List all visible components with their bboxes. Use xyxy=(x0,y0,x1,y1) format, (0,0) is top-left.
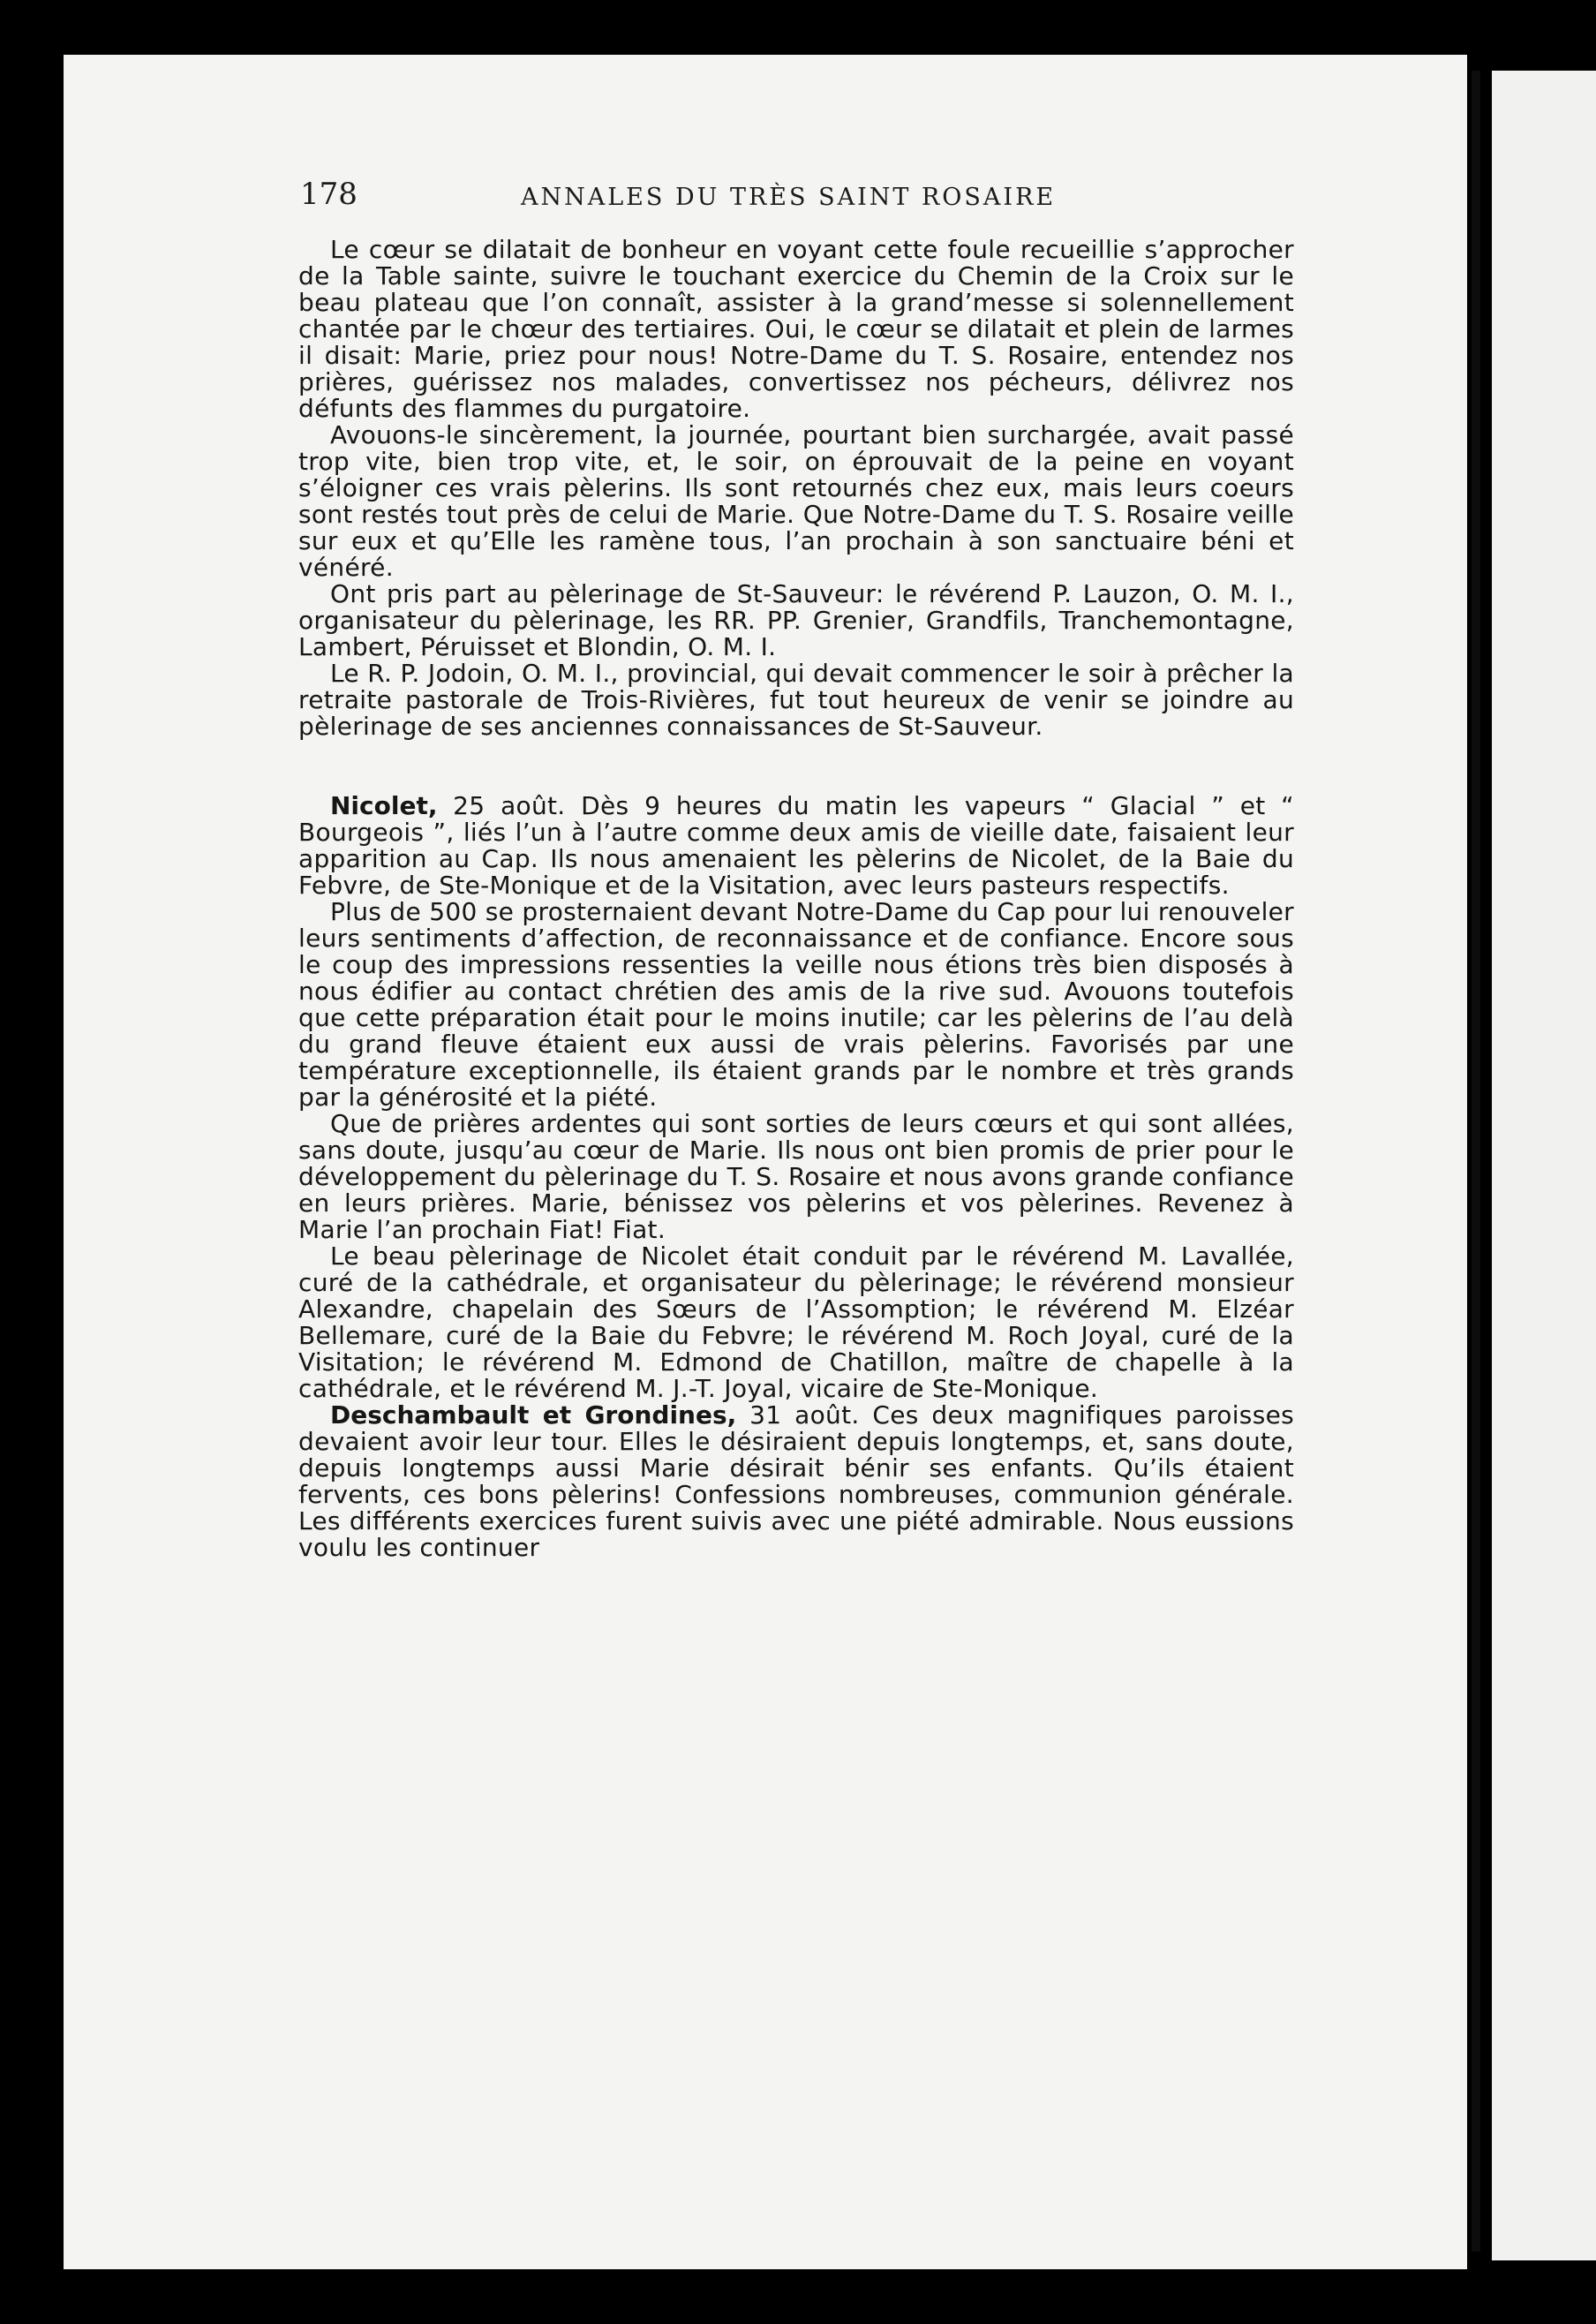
page-number: 178 xyxy=(300,177,358,212)
paragraph: Plus de 500 se prosternaient devant Notre-Dame du Cap pour lui renouveler leurs sentiments d’affection, de reconnaissance et de confiance. Encore sous le coup des impressions ressenties la veille nous étions très bien disposés à nous édifier au contact chrétien des amis de la rive sud. Avouons toutefois que cette préparation était pour le moins inutile; car les pèlerins de l’au delà du grand fleuve étaient eux aussi de vrais pèlerins. Favorisés par une température exceptionnelle, ils étaient grands par le nombre et très grands par la générosité et la piété. xyxy=(298,897,1294,1112)
paragraph: Le cœur se dilatait de bonheur en voyant cette foule recueillie s’approcher de la Table sainte, suivre le touchant exercice du Chemin de la Croix sur le beau plateau que l’on connaît, assister à la grand’messe si solennellement chantée par le chœur des tertiaires. Oui, le cœur se dilatait et plein de larmes il disait: Marie, priez pour nous! Notre-Dame du T. S. Rosaire, entendez nos prières, guérissez nos malades, convertissez nos pécheurs, délivrez nos défunts des flammes du purgatoire. xyxy=(298,235,1294,423)
adjacent-page-edge xyxy=(1492,71,1596,2260)
paragraph: Que de prières ardentes qui sont sorties de leurs cœurs et qui sont allées, sans doute, jusqu’au cœur de Marie. Ils nous ont bien promis de prier pour le développement du pèlerinage du T. S. Rosaire et nous avons grande confiance en leurs prières. Marie, bénissez vos pèlerins et vos pèlerines. Revenez à Marie l’an prochain Fiat! Fiat. xyxy=(298,1109,1294,1244)
page-edge-divider xyxy=(1472,71,1480,2252)
running-title: ANNALES DU TRÈS SAINT ROSAIRE xyxy=(521,184,1057,211)
paragraph-nicolet: Nicolet, 25 août. Dès 9 heures du matin les vapeurs “ Glacial ” et “ Bourgeois ”, liés l’un à l’autre comme deux amis de vieille date, faisaient leur apparition au Cap. Ils nous amenaient les pèlerins de Nicolet, de la Baie du Febvre, de Ste-Monique et de la Visitation, avec leurs pasteurs respectifs. xyxy=(298,791,1294,900)
article-body xyxy=(298,237,1294,1561)
paragraph: Avouons-le sincèrement, la journée, pourtant bien surchargée, avait passé trop vite, bien trop vite, et, le soir, on éprouvait de la peine en voyant s’éloigner ces vrais pèlerins. Ils sont retournés chez eux, mais leurs coeurs sont restés tout près de celui de Marie. Que Notre-Dame du T. S. Rosaire veille sur eux et qu’Elle les ramène tous, l’an prochain à son sanctuaire béni et vénéré. xyxy=(298,420,1294,582)
page-header xyxy=(300,177,1306,230)
paragraph: Ont pris part au pèlerinage de St-Sauveur: le révérend P. Lauzon, O. M. I., organisateur du pèlerinage, les RR. PP. Grenier, Grandfils, Tranchemontagne, Lambert, Péruisset et Blondin, O. M. I. xyxy=(298,579,1294,661)
paragraph: Le R. P. Jodoin, O. M. I., provincial, qui devait commencer le soir à prêcher la retraite pastorale de Trois-Rivières, fut tout heureux de venir se joindre au pèlerinage de ses anciennes connaissances de St-Sauveur. xyxy=(298,659,1294,741)
paragraph: Le beau pèlerinage de Nicolet était conduit par le révérend M. Lavallée, curé de la cathédrale, et organisateur du pèlerinage; le révérend monsieur Alexandre, chapelain des Sœurs de l’Assomption; le révérend M. Elzéar Bellemare, curé de la Baie du Febvre; le révérend M. Roch Joyal, curé de la Visitation; le révérend M. Edmond de Chatillon, maître de chapelle à la cathédrale, et le révérend M. J.-T. Joyal, vicaire de Ste-Monique. xyxy=(298,1241,1294,1403)
section-lead-deschambault: Deschambault et Grondines, xyxy=(330,1400,737,1430)
section-lead-nicolet: Nicolet, xyxy=(330,791,438,820)
paragraph-deschambault: Deschambault et Grondines, 31 août. Ces deux magnifiques paroisses devaient avoir leur tour. Elles le désiraient depuis longtemps, et, sans doute, depuis longtemps aussi Marie désirait bénir ses enfants. Qu’ils étaient fervents, ces bons pèlerins! Confessions nombreuses, communion générale. Les différents exercices furent suivis avec une piété admirable. Nous eussions voulu les continuer xyxy=(298,1400,1294,1562)
